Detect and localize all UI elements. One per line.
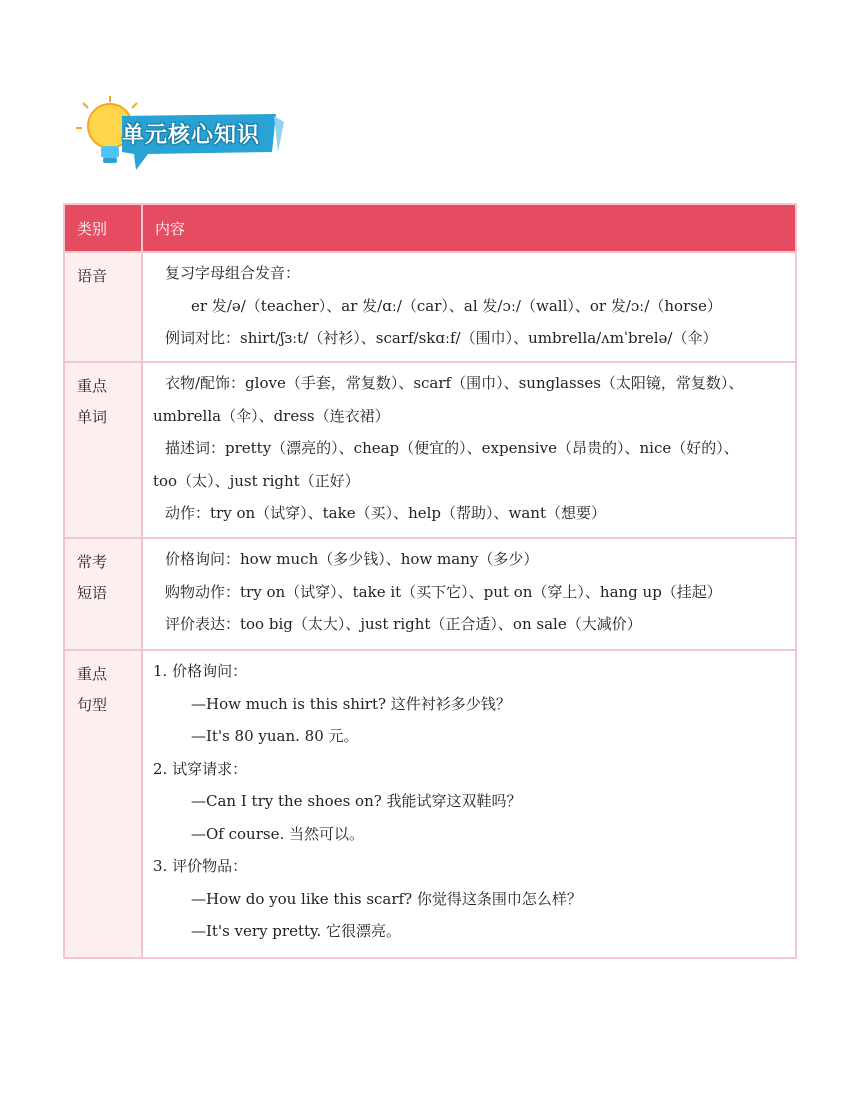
content-line: 2. 试穿请求： xyxy=(153,759,248,778)
knowledge-table xyxy=(63,203,797,959)
category-cell xyxy=(64,538,142,650)
table-row xyxy=(64,650,796,958)
content-line: too（太）、just right（正好） xyxy=(153,471,360,490)
content-line: —How much is this shirt? 这件衬衫多少钱？ xyxy=(191,694,511,713)
header-category: 类别 xyxy=(64,204,142,252)
content-line: 衣物/配饰：glove（手套，常复数）、scarf（围巾）、sunglasses（太阳镜，常复数）、 xyxy=(165,374,744,392)
category-label: 语音 xyxy=(77,267,108,285)
content-line: 动作：try on（试穿）、take（买）、help（帮助）、want（想要） xyxy=(165,504,606,522)
category-label: 句型 xyxy=(77,696,108,714)
content-line: 例词对比：shirt/ʃɜːt/（衬衫）、scarf/skɑːf/（围巾）、umbrella/ʌmˈbrelə/（伞） xyxy=(165,329,718,347)
content-cell xyxy=(142,362,796,538)
content-cell xyxy=(142,650,796,958)
content-line: —How do you like this scarf? 你觉得这条围巾怎么样？ xyxy=(191,889,582,908)
content-line: 1. 价格询问： xyxy=(153,662,248,680)
content-line: 购物动作：try on（试穿）、take it（买下它）、put on（穿上）、hang up（挂起） xyxy=(165,582,722,601)
content-line: 3. 评价物品： xyxy=(153,857,248,875)
table-row xyxy=(64,252,796,362)
category-label: 单词 xyxy=(77,408,108,426)
content-line: 评价表达：too big（太大）、just right（正合适）、on sale（大减价） xyxy=(165,615,642,633)
table-row xyxy=(64,362,796,538)
table-header-row xyxy=(64,204,796,252)
content-line: 价格询问：how much（多少钱）、how many（多少） xyxy=(165,550,539,568)
category-label: 短语 xyxy=(77,584,108,602)
content-line: umbrella（伞）、dress（连衣裙） xyxy=(153,406,390,425)
content-line: —It's 80 yuan. 80 元。 xyxy=(191,727,359,745)
category-label: 常考 xyxy=(77,553,108,571)
content-line: —Can I try the shoes on? 我能试穿这双鞋吗？ xyxy=(191,792,522,810)
content-line: 复习字母组合发音： xyxy=(165,264,301,282)
category-cell xyxy=(64,362,142,538)
category-label: 重点 xyxy=(77,377,108,395)
content-line: —It's very pretty. 它很漂亮。 xyxy=(191,922,402,940)
category-cell xyxy=(64,252,142,362)
content-line: —Of course. 当然可以。 xyxy=(191,824,364,843)
category-label: 重点 xyxy=(77,665,108,683)
content-line: 描述词：pretty（漂亮的）、cheap（便宜的）、expensive（昂贵的）、nice（好的）、 xyxy=(165,439,739,457)
banner-title: 单元核心知识 xyxy=(122,123,261,148)
content-line: er 发/ə/（teacher）、ar 发/ɑː/（car）、al 发/ɔː/（wall）、or 发/ɔː/（horse） xyxy=(191,296,722,315)
header-content: 内容 xyxy=(142,204,796,252)
table-row xyxy=(64,538,796,650)
category-cell xyxy=(64,650,142,958)
content-cell xyxy=(142,252,796,362)
content-cell xyxy=(142,538,796,650)
